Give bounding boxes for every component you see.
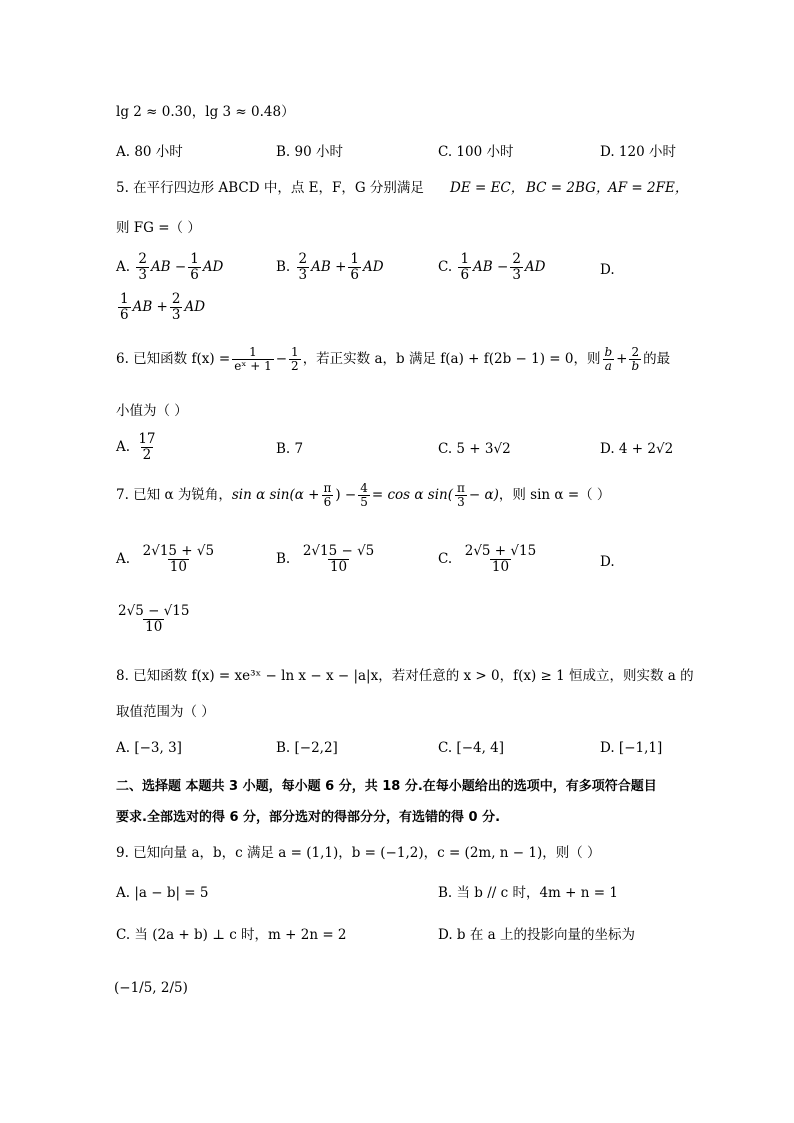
q9-stem: 9. 已知向量 a，b，c 满足 a = (1,1)，b = (−1,2)，c = (2m, n − 1)，则（ ）: [116, 845, 601, 861]
q4-option-c: C. 100 小时: [438, 144, 514, 160]
fraction-denominator: 3: [171, 306, 181, 323]
vector-term: AB −: [473, 258, 509, 275]
q8-option-b: B. [−2,2]: [276, 740, 338, 756]
option-label: C.: [438, 550, 453, 567]
section2-line1: 二、选择题 本题共 3 小题，每小题 6 分，共 18 分.在每小题给出的选项中，有多项符合题目: [116, 779, 657, 794]
vector-term: AB +: [311, 258, 347, 275]
section2-line2: 要求.全部选对的得 6 分，部分选对的得部分分，有选错的得 0 分.: [116, 810, 501, 825]
fraction-denominator: 2: [142, 446, 152, 463]
q6-option-a: [116, 432, 160, 463]
option-label: B.: [276, 258, 291, 275]
fraction-numerator: 1: [350, 251, 359, 267]
vector-term: AD: [362, 258, 384, 275]
fraction-numerator: 2√5 − √15: [118, 603, 190, 619]
fraction-numerator: b: [604, 345, 613, 359]
q9-option-b: B. 当 b // c 时，4m + n = 1: [438, 885, 618, 901]
fraction-numerator: 2: [138, 251, 147, 267]
fraction-denominator: 6: [460, 266, 470, 283]
q7-stem-a: 7. 已知 α 为锐角，: [116, 486, 232, 503]
q7-close: ) −: [335, 486, 357, 503]
fraction-numerator: 1: [190, 251, 199, 267]
fraction-numerator: 4: [360, 481, 368, 495]
q7-stem: [116, 482, 610, 509]
q7-option-d-label: D.: [600, 554, 615, 570]
q6-stem-b: ，若正实数 a，b 满足 f(a) + f(2b − 1) = 0，则: [302, 350, 601, 367]
q4-option-a: A. 80 小时: [116, 144, 183, 160]
fraction-numerator: 2: [631, 345, 640, 359]
q9-option-d-coords: (−1/5, 2/5): [114, 980, 188, 996]
q7-option-b: [276, 544, 378, 575]
vector-term: AD: [184, 298, 206, 315]
fraction-numerator: 1: [291, 345, 299, 359]
fraction-numerator: 2: [512, 251, 521, 267]
fraction-numerator: 2√15 + √5: [142, 543, 215, 559]
q7-option-a: [116, 544, 218, 575]
minus-sign: −: [275, 350, 288, 367]
fraction-denominator: 5: [360, 495, 368, 510]
fraction-denominator: 10: [145, 618, 163, 635]
q8-option-c: C. [−4, 4]: [438, 740, 505, 756]
fraction-denominator: 3: [457, 495, 465, 510]
q7-option-c: [438, 544, 540, 575]
q5-option-c: [438, 252, 545, 283]
plus-sign: +: [616, 350, 628, 367]
q4-option-d: D. 120 小时: [600, 144, 676, 160]
q5-option-a: [116, 252, 223, 283]
fraction-numerator: 2√15 − √5: [302, 543, 375, 559]
fraction-denominator: 10: [491, 558, 510, 575]
q7-eq2: = cos α sin(: [371, 486, 453, 503]
q9-option-d: D. b 在 a 上的投影向量的坐标为: [438, 927, 635, 943]
q7-option-d: [114, 604, 193, 635]
fraction-numerator: 1: [120, 291, 129, 307]
q7-stem-b: ，则 sin α =（ ）: [498, 486, 611, 503]
fraction-denominator: 6: [323, 495, 332, 510]
q5-stem: 5. 在平行四边形 ABCD 中，点 E，F，G 分别满足: [116, 180, 424, 196]
q5-option-d-label: D.: [600, 262, 615, 278]
q5-ask: 则 FG =（ ）: [116, 220, 201, 236]
fraction-denominator: b: [631, 359, 640, 374]
fraction-numerator: 17: [138, 431, 156, 447]
fraction-numerator: 2√5 + √15: [464, 543, 537, 559]
option-label: A.: [116, 438, 131, 455]
fraction-denominator: eˣ + 1: [234, 359, 272, 374]
q9-option-c: C. 当 (2a + b) ⊥ c 时，m + 2n = 2: [116, 927, 347, 943]
fraction-numerator: 2: [298, 251, 308, 267]
q8-line1: 8. 已知函数 f(x) = xe³ˣ − ln x − x − |a|x，若对任意的 x > 0，f(x) ≥ 1 恒成立，则实数 a 的: [116, 668, 694, 684]
option-label: A.: [116, 550, 131, 567]
q6-line2: 小值为（ ）: [116, 403, 188, 419]
q5-cond-1: DE = EC，: [450, 180, 525, 196]
q9-option-a: A. |a − b| = 5: [116, 885, 209, 901]
fraction-numerator: π: [457, 481, 465, 495]
fraction-denominator: 3: [512, 266, 521, 283]
option-label: A.: [116, 258, 131, 275]
option-label: B.: [276, 550, 291, 567]
q7-eq3: − α): [468, 486, 499, 503]
q6-option-b: B. 7: [276, 441, 304, 457]
fraction-numerator: 1: [249, 345, 257, 359]
fraction-denominator: 3: [298, 266, 308, 283]
q7-eq1: sin α sin(α +: [231, 486, 320, 503]
q5-cond-2: BC = 2BG，: [526, 180, 610, 196]
q5-cond-3: AF = 2FE，: [608, 180, 689, 196]
q8-line2: 取值范围为（ ）: [116, 704, 215, 720]
q6-stem-c: 的最: [643, 350, 671, 367]
q6-stem: [116, 346, 670, 373]
q6-stem-a: 6. 已知函数 f(x) =: [116, 350, 231, 367]
q5-option-b: [276, 252, 384, 283]
fraction-denominator: 6: [120, 306, 129, 323]
q8-option-d: D. [−1,1]: [600, 740, 663, 756]
fraction-numerator: 1: [460, 251, 470, 267]
vector-term: AB +: [132, 298, 168, 315]
vector-term: AD: [524, 258, 546, 275]
q8-option-a: A. [−3, 3]: [116, 740, 182, 756]
q6-option-c: C. 5 + 3√2: [438, 441, 511, 457]
fraction-numerator: 2: [171, 291, 181, 307]
q5-option-d: [116, 292, 205, 323]
fraction-numerator: π: [323, 481, 332, 495]
fraction-denominator: 6: [350, 266, 359, 283]
vector-term: AD: [202, 258, 224, 275]
q4-option-b: B. 90 小时: [276, 144, 343, 160]
fraction-denominator: 2: [291, 359, 299, 374]
fraction-denominator: a: [604, 359, 612, 374]
fraction-denominator: 10: [329, 558, 348, 575]
fraction-denominator: 6: [190, 266, 199, 283]
q6-option-d: D. 4 + 2√2: [600, 441, 674, 457]
vector-term: AB −: [150, 258, 187, 275]
q4-tail: lg 2 ≈ 0.30，lg 3 ≈ 0.48）: [116, 104, 295, 120]
fraction-denominator: 10: [169, 558, 187, 575]
fraction-denominator: 3: [138, 266, 147, 283]
option-label: C.: [438, 258, 453, 275]
